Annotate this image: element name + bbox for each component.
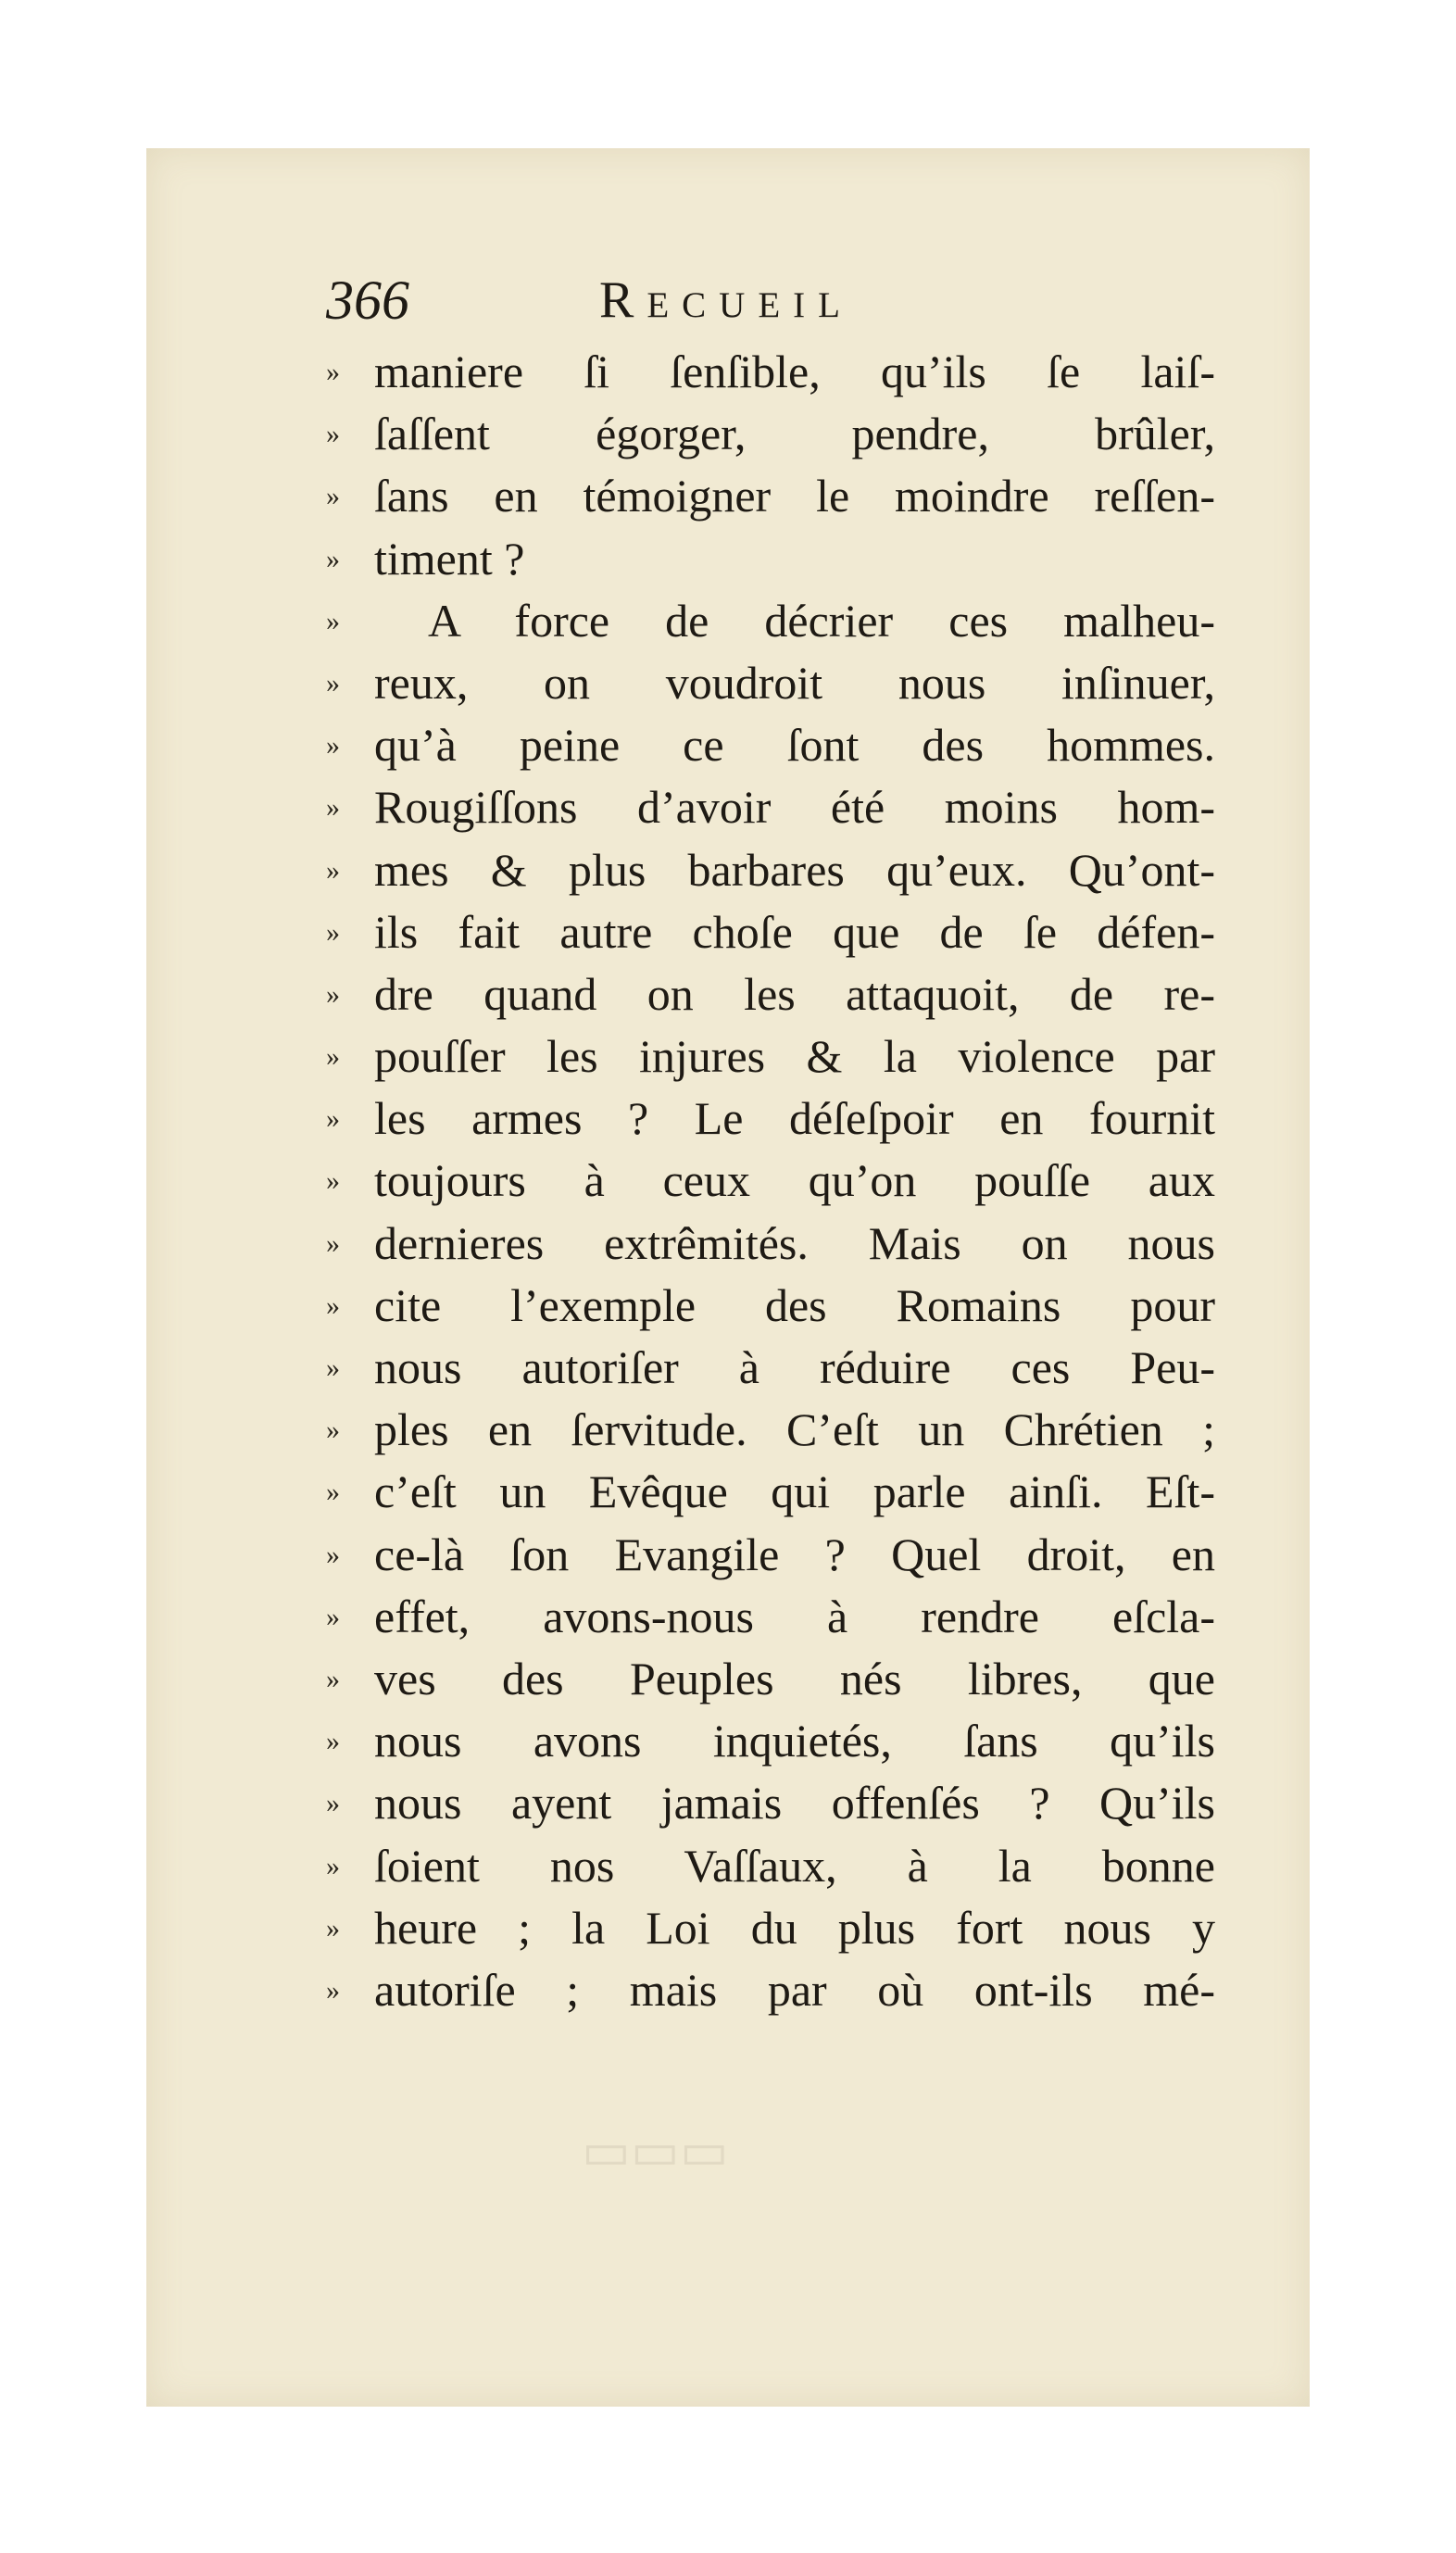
line-text: A force de décrier ces malheu- bbox=[428, 594, 1215, 647]
line-text: autoriſe ; mais par où ont-ils mé- bbox=[374, 1963, 1215, 2016]
quote-mark: » bbox=[326, 792, 340, 824]
text-line bbox=[326, 590, 1215, 652]
line-text: nous avons inquietés, ſans qu’ils bbox=[374, 1715, 1215, 1767]
text-line bbox=[326, 963, 1215, 1025]
quote-mark: » bbox=[326, 1850, 340, 1881]
line-text: nous autoriſer à réduire ces Peu- bbox=[374, 1341, 1215, 1393]
page-number: 366 bbox=[326, 270, 409, 331]
line-text: cite l’exemple des Romains pour bbox=[374, 1278, 1215, 1331]
line-text: ples en ſervitude. C’eſt un Chrétien ; bbox=[374, 1403, 1215, 1456]
text-line bbox=[326, 1835, 1215, 1897]
text-line bbox=[326, 1461, 1215, 1523]
text-line bbox=[326, 1088, 1215, 1150]
text-line bbox=[326, 1710, 1215, 1772]
quote-mark: » bbox=[326, 1165, 340, 1197]
text-line bbox=[326, 901, 1215, 963]
text-line bbox=[326, 1959, 1215, 2021]
quote-mark: » bbox=[326, 1477, 340, 1508]
text-line bbox=[326, 1897, 1215, 1959]
page-header bbox=[326, 269, 1215, 333]
line-text: ils fait autre choſe que de ſe défen- bbox=[374, 905, 1215, 958]
line-text: c’eſt un Evêque qui parle ainſi. Eſt- bbox=[374, 1465, 1215, 1518]
quote-mark: » bbox=[326, 667, 340, 698]
quote-mark: » bbox=[326, 1601, 340, 1632]
text-line bbox=[326, 1213, 1215, 1275]
quote-mark: » bbox=[326, 1227, 340, 1259]
show-through-text: ▭▭▭ bbox=[582, 2121, 729, 2182]
line-text: ſoient nos Vaſſaux, à la bonne bbox=[374, 1839, 1215, 1892]
quote-mark: » bbox=[326, 419, 340, 450]
line-text: heure ; la Loi du plus fort nous y bbox=[374, 1901, 1215, 1954]
text-line bbox=[326, 652, 1215, 714]
line-text: pouſſer les injures & la violence par bbox=[374, 1030, 1215, 1083]
running-title: Recueil bbox=[599, 271, 853, 329]
quote-mark: » bbox=[326, 543, 340, 574]
text-line bbox=[326, 341, 1215, 403]
line-text: Rougiſſons d’avoir été moins hom- bbox=[374, 781, 1215, 834]
quote-mark: » bbox=[326, 1726, 340, 1757]
quote-mark: » bbox=[326, 1352, 340, 1383]
line-text: mes & plus barbares qu’eux. Qu’ont- bbox=[374, 843, 1215, 896]
line-text: ſaſſent égorger, pendre, brûler, bbox=[374, 408, 1215, 460]
body-text bbox=[326, 341, 1215, 2021]
quote-mark: » bbox=[326, 1663, 340, 1694]
quote-mark: » bbox=[326, 1415, 340, 1446]
text-line bbox=[326, 776, 1215, 838]
quote-mark: » bbox=[326, 1788, 340, 1819]
text-line bbox=[326, 403, 1215, 465]
line-text: dernieres extrêmités. Mais on nous bbox=[374, 1216, 1215, 1269]
quote-mark: » bbox=[326, 357, 340, 387]
text-line bbox=[326, 1399, 1215, 1461]
quote-mark: » bbox=[326, 1289, 340, 1321]
text-line bbox=[326, 839, 1215, 901]
quote-mark: » bbox=[326, 1974, 340, 2006]
text-line bbox=[326, 714, 1215, 776]
line-text: toujours à ceux qu’on pouſſe aux bbox=[374, 1154, 1215, 1207]
text-line bbox=[326, 1150, 1215, 1212]
quote-mark: » bbox=[326, 854, 340, 886]
quote-mark: » bbox=[326, 916, 340, 948]
line-text: dre quand on les attaquoit, de re- bbox=[374, 967, 1215, 1020]
line-text: timent ? bbox=[374, 532, 525, 585]
quote-mark: » bbox=[326, 730, 340, 761]
quote-mark: » bbox=[326, 481, 340, 512]
line-text: les armes ? Le déſeſpoir en fournit bbox=[374, 1092, 1215, 1145]
line-text: reux, on voudroit nous inſinuer, bbox=[374, 656, 1215, 709]
line-text: maniere ſi ſenſible, qu’ils ſe laiſ- bbox=[374, 346, 1215, 397]
text-line bbox=[326, 1025, 1215, 1088]
quote-mark: » bbox=[326, 1539, 340, 1570]
quote-mark: » bbox=[326, 1041, 340, 1073]
quote-mark: » bbox=[326, 978, 340, 1010]
text-line bbox=[326, 1648, 1215, 1710]
line-text: ves des Peuples nés libres, que bbox=[374, 1652, 1215, 1704]
quote-mark: » bbox=[326, 1103, 340, 1135]
text-line bbox=[326, 1275, 1215, 1337]
line-text: effet, avons-nous à rendre eſcla- bbox=[374, 1590, 1215, 1642]
quote-mark: » bbox=[326, 1912, 340, 1943]
text-line bbox=[326, 1524, 1215, 1586]
quote-mark: » bbox=[326, 605, 340, 636]
text-line bbox=[326, 1772, 1215, 1834]
line-text: ſans en témoigner le moindre reſſen- bbox=[374, 470, 1215, 522]
text-line bbox=[326, 465, 1215, 527]
line-text: qu’à peine ce ſont des hommes. bbox=[374, 719, 1215, 772]
text-line bbox=[326, 1337, 1215, 1399]
text-line bbox=[326, 528, 1215, 590]
line-text: ce-là ſon Evangile ? Quel droit, en bbox=[374, 1528, 1215, 1580]
line-text: nous ayent jamais offenſés ? Qu’ils bbox=[374, 1777, 1215, 1830]
text-line bbox=[326, 1586, 1215, 1648]
